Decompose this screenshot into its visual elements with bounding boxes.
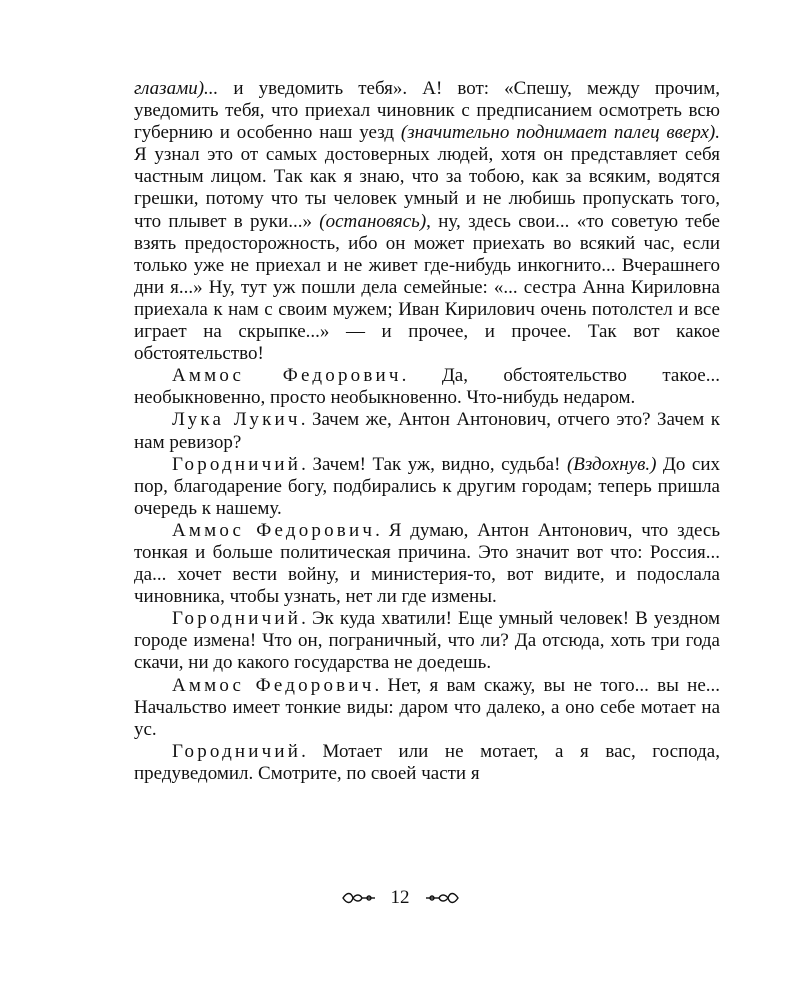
speaker-name: Аммос Федорович [172, 365, 402, 387]
page-body [134, 78, 720, 785]
text-run: . Зачем же, Антон Антонович, отчего это? Зачем к нам ревизор? [134, 409, 720, 453]
paragraph-4 [134, 454, 720, 520]
text-run: . Я думаю, Антон Антонович, что здесь тонкая и больше политическая причина. Это значит вот что: Россия... да... хочет вести войну, и министерия-то, вот видите, и подослала чиновника, чтобы узнать, нет ли где измены. [134, 519, 720, 608]
paragraph-7 [134, 675, 720, 741]
text-run: . Нет, я вам скажу, вы не того... вы не... Начальство имеет тонкие виды: даром что далеко, а оно себе мотает на ус. [134, 674, 720, 740]
speaker-name: Городничий [172, 453, 302, 475]
stage-direction: (остановясь) [319, 210, 427, 232]
text-run: . Мотает или не мотает, а я вас, господа, предуведомил. Смотрите, по своей части я [134, 740, 720, 784]
speaker-name: Аммос Федорович [172, 519, 376, 541]
speaker-name: Лука Лукич [172, 409, 301, 431]
stage-direction: глазами)... [134, 78, 219, 99]
paragraph-3 [134, 409, 720, 453]
text-run: До сих пор, благодарение богу, подбирались к другим городам; теперь пришла очередь к нашему. [134, 453, 720, 519]
ornament-right-icon [424, 889, 460, 907]
speaker-name: Аммос Федорович [172, 674, 375, 696]
text-run: . Зачем! Так уж, видно, судьба! [301, 453, 567, 475]
text-run: Я узнал это от самых достоверных людей, хотя он представляет себя частным лицом. Так как я знаю, что за тобою, как за всяким, водятся грешки, потому что ты человек умный и не любишь пропускать того, что плывет в руки...» [134, 144, 720, 232]
text-run: и уведомить тебя». А! вот: «Спешу, между прочим, уведомить тебя, что приехал чиновник с предписанием осмотреть всю губернию и особенно наш уезд [134, 78, 720, 144]
paragraph-8 [134, 741, 720, 785]
page-footer [0, 884, 800, 912]
paragraph-1 [134, 78, 720, 365]
text-run: , ну, здесь свои... «то советую тебе взять предосторожность, ибо он может приехать во всякий час, если только уже не приехал и не живет где-нибудь инкогнито... Вчерашнего дни я...» Ну, тут уж пошли дела семейные: «... сестра Анна Кириловна приехала к нам с своим мужем; Иван Кирилович очень потолстел и все играет на скрыпке...» — и прочее, и прочее. Так вот какое обстоятельство! [134, 210, 720, 365]
speaker-name: Городничий [172, 608, 302, 630]
stage-direction: (значительно поднимает палец вверх). [400, 122, 720, 144]
text-run: . Да, обстоятельство такое... необыкновенно, просто необыкновенно. Что-нибудь недаром. [134, 365, 720, 409]
paragraph-5 [134, 520, 720, 608]
speaker-name: Городничий [172, 740, 302, 762]
page-number: 12 [390, 887, 410, 908]
paragraph-6 [134, 608, 720, 674]
ornament-left-icon [341, 889, 377, 907]
stage-direction: (Вздохнув.) [566, 453, 657, 475]
text-run: . Эк куда хватили! Еще умный человек! В уездном городе измена! Что он, пограничный, что ли? Да отсюда, хоть три года скачи, ни до какого государства не доедешь. [134, 608, 720, 674]
paragraph-2 [134, 365, 720, 409]
